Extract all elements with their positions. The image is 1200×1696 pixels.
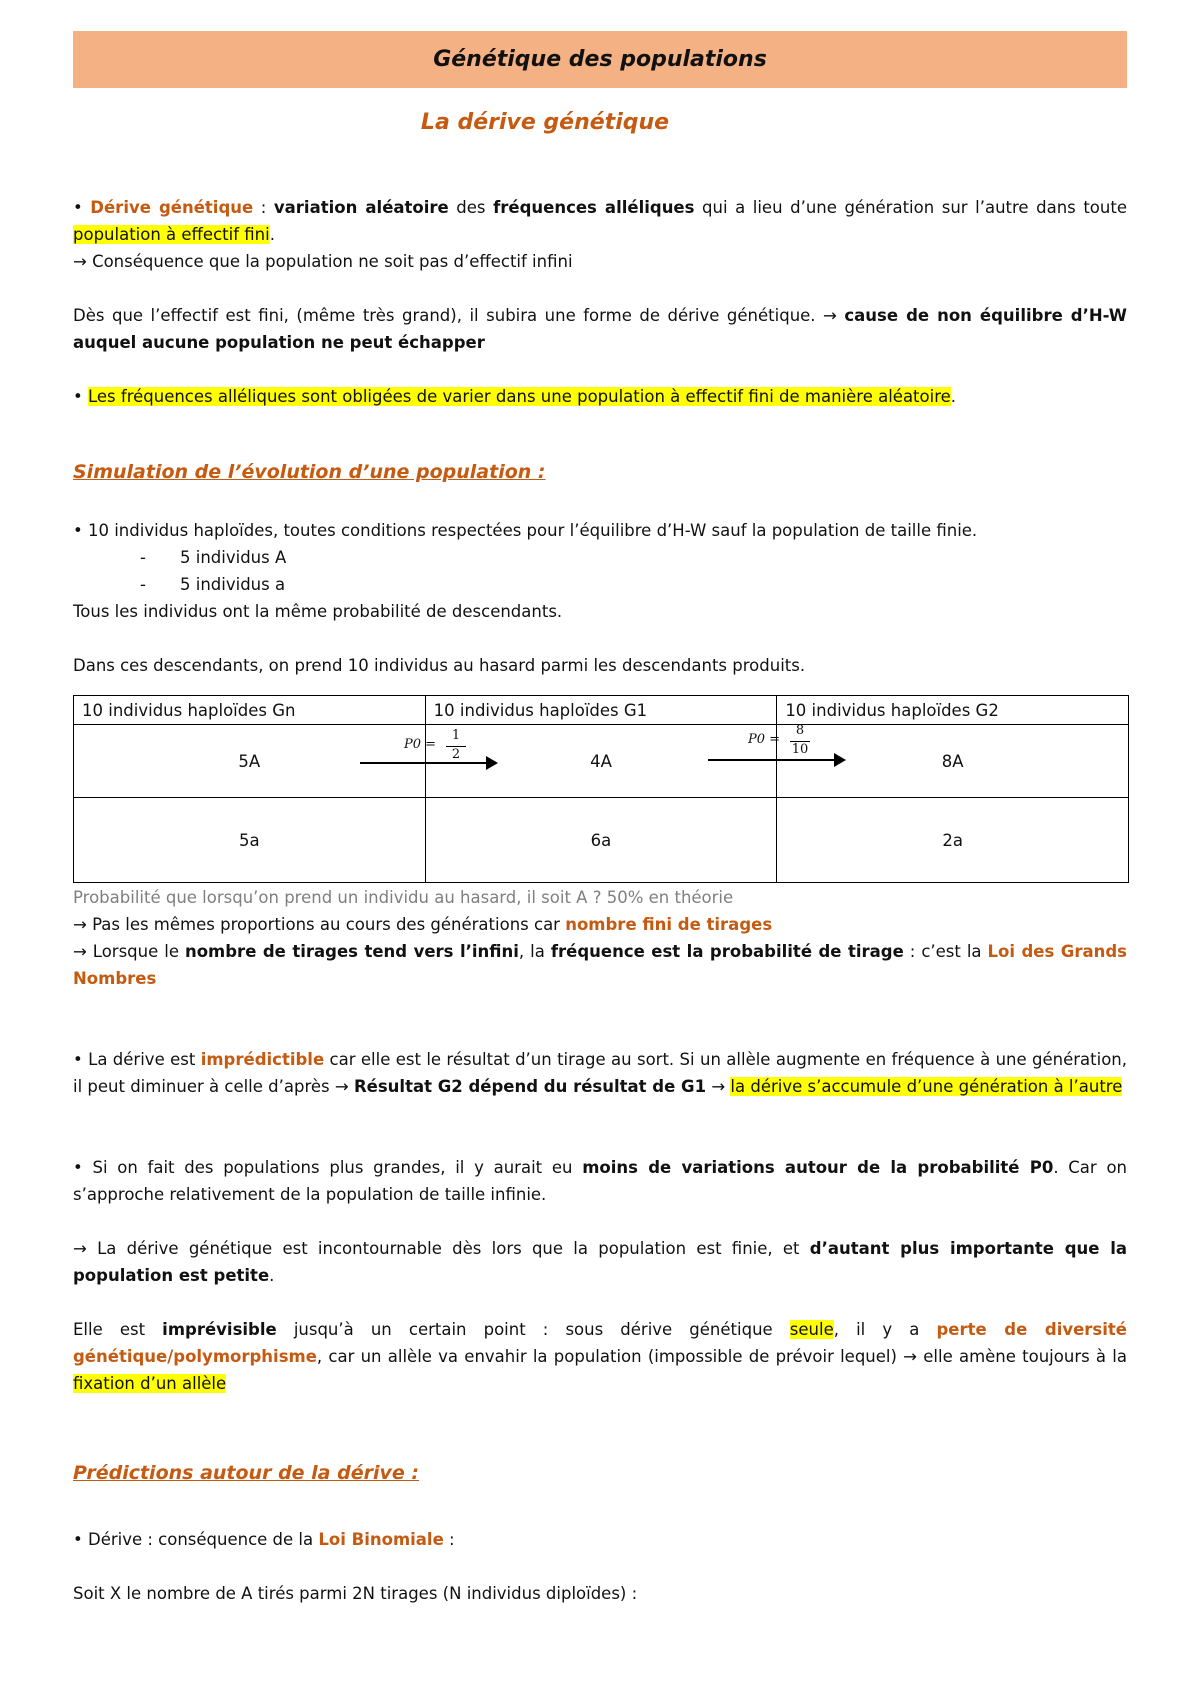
arrow-icon (708, 759, 844, 761)
bullet: • (73, 198, 83, 217)
bold-span: fréquence est la probabilité de tirage (550, 942, 904, 961)
bullet: • (73, 521, 83, 540)
text-span: jusqu’à un certain point : sous dérive génétique (276, 1320, 790, 1339)
table-cell: 5A (74, 725, 426, 798)
text-span: des (448, 198, 494, 217)
definition-paragraph (73, 194, 1127, 248)
text-span: Elle est (73, 1320, 163, 1339)
table-row (74, 798, 1129, 883)
highlight-span: population à effectif fini (73, 225, 270, 244)
bullet: • (73, 1050, 83, 1069)
text-span: 10 individus haploïdes, toutes conditions respectées pour l’équilibre d’H-W sauf la population de taille finie. (87, 521, 978, 540)
text-span: . (269, 225, 275, 244)
probability-fraction (748, 723, 809, 757)
simulation-paragraph (73, 517, 1127, 544)
table-row (74, 725, 1129, 798)
bold-span: Résultat G2 dépend du résultat de G1 (353, 1077, 707, 1096)
text-span: . (950, 387, 957, 406)
arrow-icon (360, 762, 496, 764)
banner-title: Génétique des populations (433, 47, 767, 72)
list-item-text: 5 individus a (180, 575, 286, 594)
binomial-line (73, 1526, 1127, 1553)
text-span: : (443, 1530, 455, 1549)
arrow-note-2 (73, 938, 1127, 992)
list-item (140, 571, 285, 598)
orange-span: imprédictible (200, 1050, 325, 1069)
highlight-span: fixation d’un allèle (73, 1374, 227, 1393)
text-span: → La dérive génétique est incontournable dès lors que la population est finie, et (73, 1239, 810, 1258)
highlight-span: Les fréquences alléliques sont obligées de varier dans une population à effectif fini de manière aléatoire (87, 387, 951, 406)
text-span: . Car on s’approche relativement de la population de taille infinie. (73, 1158, 1127, 1204)
fixation-paragraph (73, 1316, 1127, 1397)
generations-table (73, 695, 1129, 883)
bold-span: variation aléatoire (273, 198, 449, 217)
highlight-span: seule (789, 1320, 834, 1339)
text-span: La dérive est (88, 1050, 201, 1069)
probability-fraction (404, 728, 461, 762)
bold-span: moins de variations autour de la probabilité P0 (582, 1158, 1054, 1177)
text-span: Dès que l’effectif est fini, (même très grand), il subira une forme de dérive génétique. → (73, 306, 845, 325)
bold-span: cause de non équilibre d’H-W auquel aucune population ne peut échapper (73, 306, 1127, 352)
text-span: Si on fait des populations plus grandes, il y aurait eu (92, 1158, 583, 1177)
unpredictable-paragraph (73, 1046, 1127, 1100)
text-span: , car un allèle va envahir la population (impossible de prévoir lequel) → elle amène toujours à la (316, 1347, 1127, 1366)
text-span: , il y a (833, 1320, 937, 1339)
table-header-cell: 10 individus haploïdes Gn (74, 696, 426, 725)
finite-paragraph (73, 302, 1127, 356)
list-dash: - (140, 548, 146, 567)
table-header-cell: 10 individus haploïdes G2 (777, 696, 1129, 725)
orange-span: nombre fini de tirages (565, 915, 773, 934)
fraction-numerator: 1 (451, 728, 461, 743)
orange-span: Loi Binomiale (318, 1530, 444, 1549)
text-span: → Pas les mêmes proportions au cours des générations car (73, 915, 566, 934)
text-span: Dérive : conséquence de la (87, 1530, 319, 1549)
table-cell: 2a (777, 798, 1129, 883)
orange-span: perte de diversité génétique/polymorphisme (73, 1320, 1127, 1366)
fraction-denominator: 10 (791, 742, 809, 757)
table-cell: 8A (777, 725, 1129, 798)
fraction-numerator: 8 (795, 723, 805, 738)
text-span: car elle est le résultat d’un tirage au sort. Si un allèle augmente en fréquence à une génération, il peut diminuer à celle d’après → (73, 1050, 1128, 1096)
bold-span: d’autant plus importante que la population est petite (73, 1239, 1127, 1285)
bold-span: fréquences alléliques (493, 198, 695, 217)
consequence-line: → Conséquence que la population ne soit pas d’effectif infini (73, 252, 573, 271)
fraction-label: P0 = (404, 737, 437, 752)
bullet: • (73, 1158, 83, 1177)
text-span: : c’est la (903, 942, 988, 961)
list-item (140, 544, 286, 571)
page-subtitle: La dérive génétique (420, 110, 670, 135)
bold-span: imprévisible (162, 1320, 277, 1339)
bullet: • (73, 387, 83, 406)
larger-population-paragraph (73, 1154, 1127, 1208)
gray-note: Probabilité que lorsqu’on prend un individu au hasard, il soit A ? 50% en théorie (73, 888, 734, 907)
fraction-denominator: 2 (451, 747, 461, 762)
table-cell: 6a (425, 798, 777, 883)
list-dash: - (140, 575, 146, 594)
soit-line: Soit X le nombre de A tirés parmi 2N tirages (N individus diploïdes) : (73, 1584, 638, 1603)
probability-line: Tous les individus ont la même probabilité de descendants. (73, 602, 563, 621)
title-banner (73, 31, 1127, 88)
text-span: , la (518, 942, 551, 961)
fraction-label: P0 = (748, 732, 781, 747)
table-cell: 5a (74, 798, 426, 883)
bold-span: nombre de tirages tend vers l’infini (184, 942, 519, 961)
definition-term: Dérive génétique (90, 198, 254, 217)
text-span: qui a lieu d’une génération sur l’autre dans toute (694, 198, 1127, 217)
table-cell: 4A (425, 725, 777, 798)
list-item-text: 5 individus A (180, 548, 287, 567)
descendants-line: Dans ces descendants, on prend 10 individus au hasard parmi les descendants produits. (73, 656, 806, 675)
text-span: → (706, 1077, 731, 1096)
table-header-row (74, 696, 1129, 725)
orange-span: Loi des Grands Nombres (73, 942, 1127, 988)
text-span: : (253, 198, 274, 217)
bullet: • (73, 1530, 83, 1549)
section-heading-simulation: Simulation de l’évolution d’une population : (73, 461, 546, 483)
unavoidable-paragraph (73, 1235, 1127, 1289)
arrow-note-1 (73, 911, 1127, 938)
text-span: . (269, 1266, 275, 1285)
highlight-span: la dérive s’accumule d’une génération à l’autre (730, 1077, 1123, 1096)
frequency-paragraph (73, 383, 1127, 410)
text-span: → Lorsque le (73, 942, 185, 961)
section-heading-predictions: Prédictions autour de la dérive : (73, 1462, 419, 1484)
table-header-cell: 10 individus haploïdes G1 (425, 696, 777, 725)
